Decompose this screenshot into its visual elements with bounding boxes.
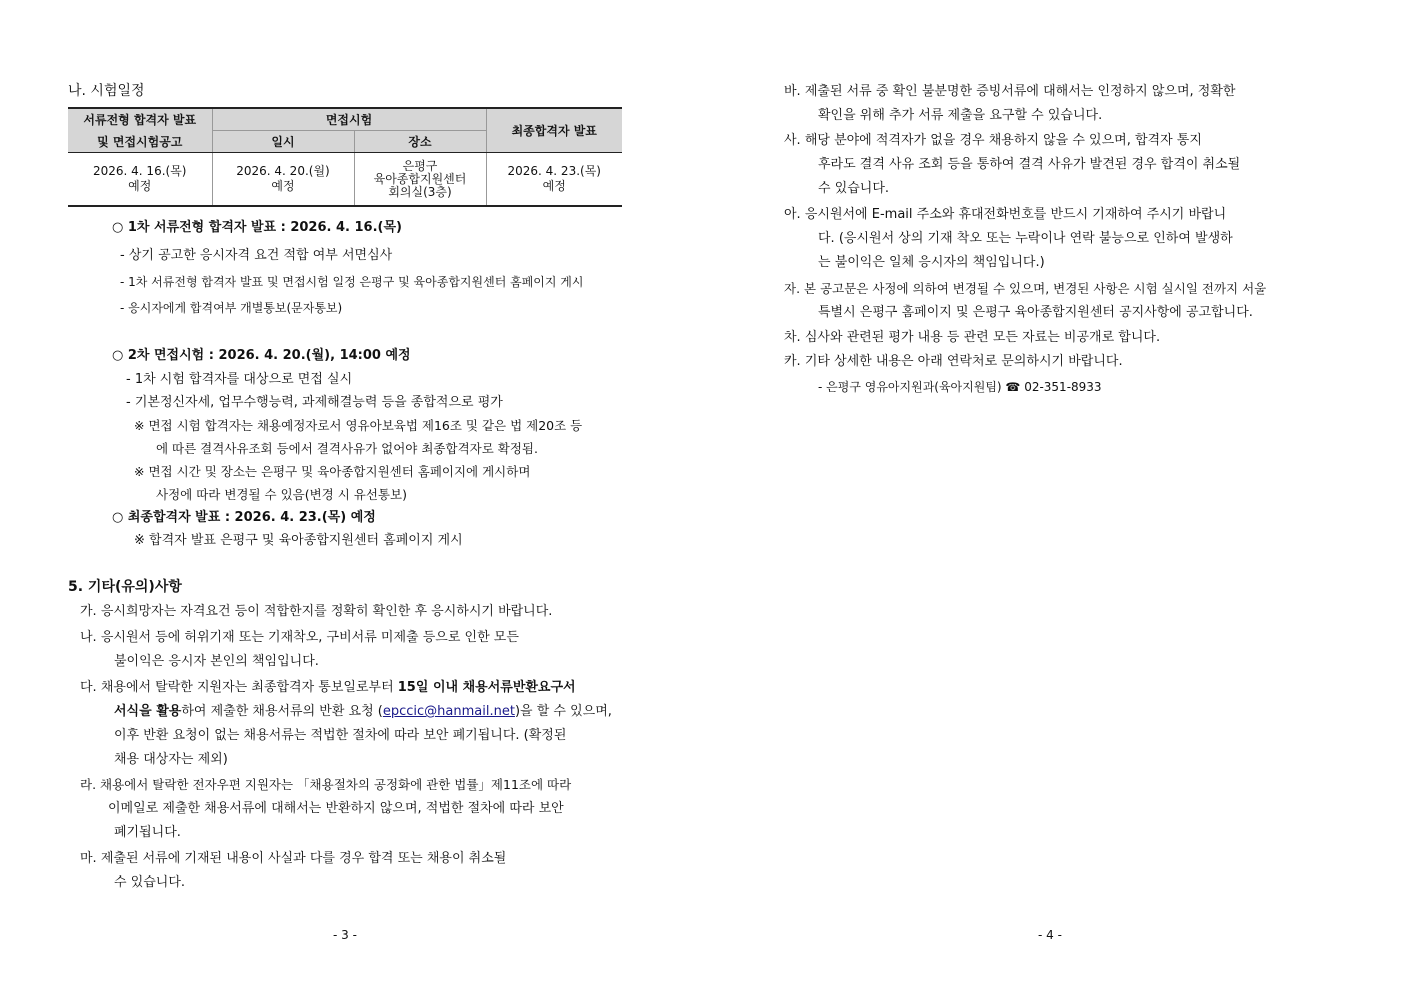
contact-line: - 은평구 영유아지원과(육아지원팀) ☎ 02-351-8933 bbox=[818, 380, 1102, 394]
th-place: 장소 bbox=[354, 131, 486, 153]
list-item: - 기본정신자세, 업무수행능력, 과제해결능력 등을 종합적으로 평가 bbox=[126, 395, 503, 410]
list-item: ※ 합격자 발표 은평구 및 육아종합지원센터 홈페이지 게시 bbox=[134, 533, 463, 548]
list-item: - 응시자에게 합격여부 개별통보(문자통보) bbox=[120, 301, 343, 315]
list-item: ※ 면접 시간 및 장소는 은평구 및 육아종합지원센터 홈페이지에 게시하며 bbox=[134, 464, 531, 479]
th-doc-line1: 서류전형 합격자 발표 bbox=[68, 108, 212, 131]
list-item: 사정에 따라 변경될 수 있음(변경 시 유선통보) bbox=[156, 487, 407, 502]
item-na: 나. 응시원서 등에 허위기재 또는 기재착오, 구비서류 미제출 등으로 인한 모든 bbox=[80, 630, 519, 645]
list-item: - 1차 시험 합격자를 대상으로 면접 실시 bbox=[126, 372, 353, 387]
item-da-cont: 채용 대상자는 제외) bbox=[114, 752, 228, 767]
item-ja: 자. 본 공고문은 사정에 의하여 변경될 수 있으며, 변경된 사항은 시험 실시일 전까지 서울 bbox=[784, 281, 1267, 296]
item-da-cont: 서식을 활용하여 제출한 채용서류의 반환 요청 (epccic@hanmail.net)을 할 수 있으며, bbox=[114, 704, 612, 719]
th-final: 최종합격자 발표 bbox=[486, 108, 622, 153]
email-link[interactable]: epccic@hanmail.net bbox=[382, 704, 515, 719]
item-a-cont: 는 불이익은 일체 응시자의 책임입니다.) bbox=[818, 255, 1045, 270]
cell-date: 2026. 4. 20.(월) 예정 bbox=[212, 153, 354, 207]
page-4 bbox=[700, 0, 1403, 992]
section-5-title: 5. 기타(유의)사항 bbox=[68, 579, 182, 595]
item-ja-cont: 특별시 은평구 홈페이지 및 은평구 육아종합지원센터 공지사항에 공고합니다. bbox=[818, 305, 1253, 320]
th-date: 일시 bbox=[212, 131, 354, 153]
step1-heading: ○ 1차 서류전형 합격자 발표 : 2026. 4. 16.(목) bbox=[112, 220, 402, 235]
item-ra: 라. 채용에서 탈락한 전자우편 지원자는 「채용절차의 공정화에 관한 법률」제11조에 따라 bbox=[80, 777, 572, 792]
item-ba-cont: 확인을 위해 추가 서류 제출을 요구할 수 있습니다. bbox=[818, 108, 1103, 123]
th-doc-line2: 및 면접시험공고 bbox=[68, 131, 212, 153]
list-item: - 상기 공고한 응시자격 요건 적합 여부 서면심사 bbox=[120, 248, 393, 263]
item-a: 아. 응시원서에 E-mail 주소와 휴대전화번호를 반드시 기재하여 주시기 바랍니 bbox=[784, 207, 1227, 222]
cell-final: 2026. 4. 23.(목) 예정 bbox=[486, 153, 622, 207]
page-number: - 4 - bbox=[1038, 928, 1062, 942]
step2-heading: ○ 2차 면접시험 : 2026. 4. 20.(월), 14:00 예정 bbox=[112, 348, 411, 363]
item-ka: 카. 기타 상세한 내용은 아래 연락처로 문의하시기 바랍니다. bbox=[784, 354, 1123, 369]
item-na-cont: 불이익은 응시자 본인의 책임입니다. bbox=[114, 654, 319, 669]
item-sa-cont: 후라도 결격 사유 조회 등을 통하여 결격 사유가 발견된 경우 합격이 취소될 bbox=[818, 157, 1241, 172]
item-sa-cont: 수 있습니다. bbox=[818, 181, 890, 196]
item-da: 다. 채용에서 탈락한 지원자는 최종합격자 통보일로부터 15일 이내 채용서류반환요구서 bbox=[80, 680, 576, 695]
exam-schedule-table bbox=[68, 107, 622, 207]
page-3 bbox=[0, 0, 700, 992]
page-number: - 3 - bbox=[333, 928, 357, 942]
th-interview: 면접시험 bbox=[212, 108, 486, 131]
item-ma: 마. 제출된 서류에 기재된 내용이 사실과 다를 경우 합격 또는 채용이 취소될 bbox=[80, 851, 507, 866]
list-item: 에 따른 결격사유조회 등에서 결격사유가 없어야 최종합격자로 확정됨. bbox=[156, 441, 538, 456]
item-sa: 사. 해당 분야에 적격자가 없을 경우 채용하지 않을 수 있으며, 합격자 통지 bbox=[784, 133, 1202, 148]
item-ra-cont: 폐기됩니다. bbox=[114, 825, 181, 840]
section-na-title: 나. 시험일정 bbox=[68, 83, 145, 99]
cell-place: 은평구 육아종합지원센터 회의실(3층) bbox=[354, 153, 486, 207]
table-row bbox=[68, 153, 622, 207]
cell-doc: 2026. 4. 16.(목) 예정 bbox=[68, 153, 212, 207]
list-item: ※ 면접 시험 합격자는 채용예정자로서 영유아보육법 제16조 및 같은 법 제20조 등 bbox=[134, 418, 583, 433]
item-ma-cont: 수 있습니다. bbox=[114, 875, 186, 890]
item-a-cont: 다. (응시원서 상의 기재 착오 또는 누락이나 연락 불능으로 인하여 발생하 bbox=[818, 231, 1233, 246]
step3-heading: ○ 최종합격자 발표 : 2026. 4. 23.(목) 예정 bbox=[112, 510, 376, 525]
item-ba: 바. 제출된 서류 중 확인 불분명한 증빙서류에 대해서는 인정하지 않으며, 정확한 bbox=[784, 84, 1236, 99]
item-da-cont: 이후 반환 요청이 없는 채용서류는 적법한 절차에 따라 보안 폐기됩니다. (확정된 bbox=[114, 728, 567, 743]
item-ga: 가. 응시희망자는 자격요건 등이 적합한지를 정확히 확인한 후 응시하시기 바랍니다. bbox=[80, 604, 553, 619]
item-cha: 차. 심사와 관련된 평가 내용 등 관련 모든 자료는 비공개로 합니다. bbox=[784, 330, 1161, 345]
item-ra-cont: 이메일로 제출한 채용서류에 대해서는 반환하지 않으며, 적법한 절차에 따라 보안 bbox=[108, 801, 564, 816]
list-item: - 1차 서류전형 합격자 발표 및 면접시험 일정 은평구 및 육아종합지원센터 홈페이지 게시 bbox=[120, 275, 584, 289]
